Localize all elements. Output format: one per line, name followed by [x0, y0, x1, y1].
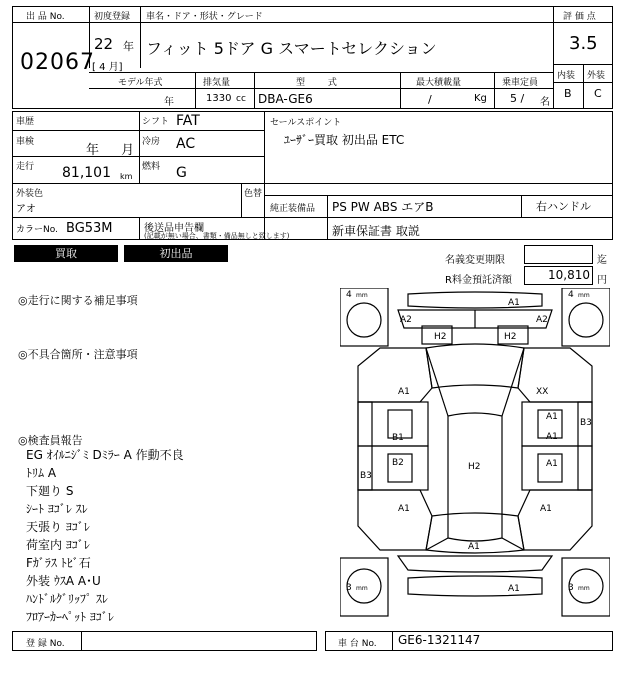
chassis-no-label: 車 台 No. [338, 639, 377, 649]
left-front-fender-mark: A1 [398, 387, 410, 397]
overall-grade: 3.5 [569, 33, 598, 54]
color-no: BG53M [66, 221, 113, 236]
model-type: DBA-GE6 [258, 92, 313, 106]
inspector-line: EG ｵｲﾙﾆｼﾞﾐ Dﾐﾗｰ A 作動不良 [26, 448, 184, 462]
shift-label: シフト [142, 117, 170, 127]
inspection-value: 年 月 [86, 143, 135, 158]
exterior-grade: C [594, 87, 602, 100]
exterior-color-label: 外装色 [16, 189, 44, 199]
defects-label: ◎不具合箇所・注意事項 [18, 348, 138, 361]
right-front-door-mark: A1 [546, 432, 558, 442]
ac-label: 冷房 [142, 137, 161, 147]
model-year-unit: 年 [164, 97, 174, 108]
name-change-box [524, 245, 593, 264]
recycle-unit: 円 [597, 275, 607, 286]
car-desc-label: 車名・ドア・形状・グレード [146, 12, 263, 22]
mileage-label: 走行 [16, 162, 35, 172]
right-top-mark: A1 [546, 412, 558, 422]
history-label: 車歴 [16, 117, 35, 127]
rear-gate-mark: A1 [468, 542, 480, 552]
capacity-label: 乗車定員 [502, 78, 539, 88]
shift-value: FAT [176, 113, 200, 129]
inspector-line: ﾄﾘﾑ A [26, 466, 57, 480]
sales-points-label: セールスポイント [270, 118, 342, 128]
right-rear-fender-mark: A1 [540, 504, 552, 514]
inspector-line: ｼｰﾄ ﾖｺﾞﾚ ｽﾚ [26, 502, 88, 516]
flag-buyback: 買取 [14, 245, 118, 262]
inspector-line: ﾊﾝﾄﾞﾙｸﾞﾘｯﾌﾟ ｽﾚ [26, 592, 108, 606]
displacement-label: 排気量 [203, 78, 231, 88]
left-front-door-mark: B1 [392, 433, 404, 443]
post-delivery-label: 後送品申告欄 [144, 223, 204, 234]
tire-fr-unit: mm [578, 292, 590, 299]
capacity-unit: 名 [540, 97, 550, 108]
fuel-label: 燃料 [142, 162, 161, 172]
tire-fl: 4 [346, 290, 352, 300]
displacement: 1330 [206, 93, 232, 104]
inspector-line: Fｶﾞﾗｽ ﾄﾋﾞ石 [26, 556, 91, 570]
max-load-unit: Kg [474, 93, 487, 104]
tire-rr-unit: mm [578, 585, 590, 592]
car-condition-diagram [340, 288, 610, 618]
flag-first-listing: 初出品 [124, 245, 228, 262]
rear-bumper-mark: A1 [508, 584, 520, 594]
mileage-unit: km [120, 172, 133, 181]
color-no-label: カラーNo. [16, 225, 58, 235]
tire-rr: 3 [568, 583, 574, 593]
inspector-line: 外装 ｳｽA A･U [26, 574, 101, 588]
mileage-value: 81,101 [62, 165, 111, 181]
driving-notes-label: ◎走行に関する補足事項 [18, 294, 138, 307]
chassis-no: GE6-1321147 [398, 633, 481, 647]
left-rear-door-mark: B2 [392, 458, 404, 468]
tire-fr: 4 [568, 290, 574, 300]
max-load-label: 最大積載量 [416, 78, 462, 88]
reg-no-label: 登 録 No. [26, 639, 65, 649]
first-reg-label: 初度登録 [94, 12, 131, 22]
fuel-value: G [176, 165, 187, 181]
genuine-equip-label: 純正装備品 [270, 204, 316, 214]
right-rear-door-mark: A1 [546, 459, 558, 469]
post-delivery-note: (記載が無い場合、書類・備品無しと致します) [144, 232, 290, 240]
hood-right-mark: A2 [536, 315, 548, 325]
name-change-label: 名義変更期限 [445, 255, 505, 266]
hood-left-mark: A2 [400, 315, 412, 325]
color-change-label: 色替 [244, 189, 263, 199]
car-name: フィット 5ドア G スマートセレクション [146, 39, 437, 58]
type-label: 型 式 [296, 78, 337, 88]
inspection-label: 車検 [16, 137, 35, 147]
left-rear-fender-mark: A1 [398, 504, 410, 514]
exterior-color: アオ [16, 204, 36, 215]
right-sill-mark: B3 [580, 418, 592, 428]
exterior-label: 外装 [587, 71, 606, 81]
first-reg-month: [ 4 月] [92, 62, 123, 73]
inspector-line: ﾌﾛｱｰｶｰﾍﾟｯﾄ ﾖｺﾞﾚ [26, 610, 114, 624]
genuine-equip: PS PW ABS エアB [332, 200, 434, 214]
tire-rl-unit: mm [356, 585, 368, 592]
grade-label: 評 価 点 [563, 12, 596, 22]
right-front-fender-mark: XX [536, 387, 549, 397]
model-year-label: モデル年式 [118, 78, 163, 88]
inspector-line: 下廻り S [26, 484, 74, 498]
max-load-sep: / [428, 93, 432, 106]
left-sill-mark: B3 [360, 471, 372, 481]
tire-rl: 3 [346, 583, 352, 593]
displacement-unit: cc [236, 94, 246, 104]
recycle-amount: 10,810 [548, 268, 590, 282]
roof-mark: H2 [468, 462, 481, 472]
interior-grade: B [564, 87, 572, 100]
name-change-unit: 迄 [597, 255, 607, 266]
lot-label: 出 品 No. [26, 12, 65, 22]
steering-side: 右ハンドル [536, 200, 591, 213]
lot-number: 02067 [20, 50, 95, 75]
recycle-label: R料金預託済額 [445, 275, 512, 286]
documents: 新車保証書 取説 [332, 224, 420, 238]
h2-right-mark: H2 [504, 332, 517, 342]
year-unit: 年 [123, 40, 134, 53]
inspector-line: 荷室内 ﾖｺﾞﾚ [26, 538, 90, 552]
inspector-line: 天張り ﾖｺﾞﾚ [26, 520, 90, 534]
sales-points: ﾕｰｻﾞｰ買取 初出品 ETC [284, 133, 405, 147]
tire-fl-unit: mm [356, 292, 368, 299]
ac-value: AC [176, 136, 196, 152]
capacity: 5 / [510, 92, 525, 105]
interior-label: 内装 [557, 71, 576, 81]
inspector-label: ◎検査員報告 [18, 434, 83, 447]
first-reg-year: 22 [94, 35, 114, 53]
h2-left-mark: H2 [434, 332, 447, 342]
front-bumper-mark: A1 [508, 298, 520, 308]
